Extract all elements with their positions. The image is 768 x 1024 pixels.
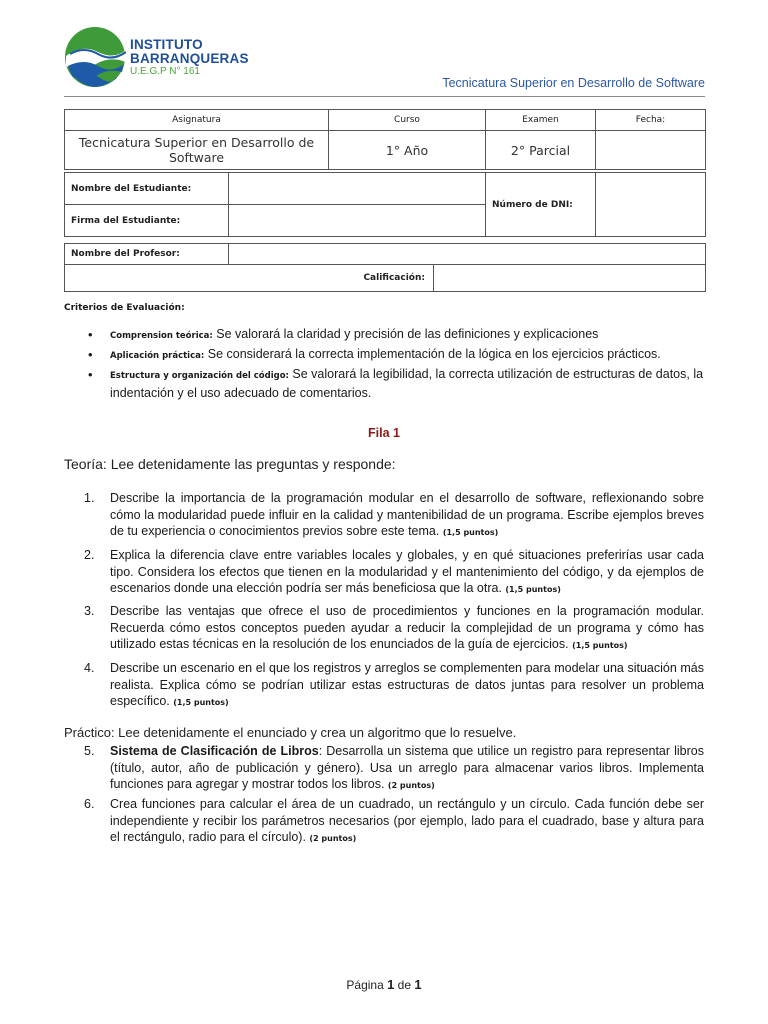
criteria-title: Criterios de Evaluación:	[64, 303, 185, 313]
question-points: (1,5 puntos)	[572, 641, 628, 650]
grade-field[interactable]	[434, 265, 706, 292]
student-signature-field[interactable]	[229, 205, 486, 237]
footer-total: 1	[414, 977, 422, 992]
bullet-icon: •	[88, 367, 93, 382]
header-divider	[64, 96, 705, 97]
bullet-icon: •	[88, 347, 93, 362]
criteria-label: Estructura y organización del código:	[110, 371, 289, 381]
dni-label: Número de DNI:	[486, 173, 596, 237]
question-item	[84, 490, 704, 542]
examen-value: 2° Parcial	[486, 131, 596, 170]
practical-points: (2 puntos)	[309, 834, 357, 843]
question-text: Describe un escenario en el que los registros y arreglos se complementen para modelar una situación más realista. Explica cómo se podrían utilizar estas estructuras de datos juntas para resolver un problema específico.	[110, 661, 704, 708]
logo-text	[130, 38, 249, 77]
footer-prefix: Página	[346, 978, 388, 992]
institute-logo-icon	[64, 26, 126, 88]
question-points: (1,5 puntos)	[442, 528, 499, 537]
question-points: (1,5 puntos)	[505, 585, 561, 594]
footer-sep: de	[394, 978, 415, 992]
criteria-item	[88, 326, 708, 345]
practical-number: 6.	[84, 797, 95, 811]
page-footer	[0, 977, 768, 992]
professor-name-field[interactable]	[229, 244, 706, 265]
practical-item	[84, 796, 704, 848]
student-signature-label: Firma del Estudiante:	[65, 205, 229, 237]
practical-points: (2 puntos)	[387, 781, 435, 790]
practico-intro: Práctico: Lee detenidamente el enunciado y crea un algoritmo que lo resuelve.	[64, 725, 517, 740]
professor-name-label: Nombre del Profesor:	[65, 244, 229, 265]
bullet-icon: •	[88, 327, 93, 342]
question-item	[84, 603, 704, 655]
criteria-label: Aplicación práctica:	[110, 351, 205, 361]
header-title: Tecnicatura Superior en Desarrollo de Software	[442, 76, 705, 90]
criteria-text: Se considerará la correcta implementación de la lógica en los ejercicios prácticos.	[204, 347, 661, 361]
professor-table	[64, 243, 706, 292]
question-number: 2.	[84, 548, 95, 562]
criteria-text: Se valorará la legibilidad, la correcta utilización de estructuras de datos, la indentación y el uso adecuado de comentarios.	[110, 367, 704, 400]
fecha-field[interactable]	[596, 131, 706, 170]
question-number: 4.	[84, 661, 95, 675]
dni-field[interactable]	[596, 173, 706, 237]
header-fecha: Fecha:	[596, 110, 706, 131]
question-number: 3.	[84, 604, 95, 618]
header-examen: Examen	[486, 110, 596, 131]
footer-page: 1	[387, 977, 395, 992]
curso-value: 1° Año	[329, 131, 486, 170]
criteria-list	[88, 326, 708, 403]
teoria-intro: Teoría: Lee detenidamente las preguntas y responde:	[64, 456, 396, 472]
question-text: Explica la diferencia clave entre variables locales y globales, y en qué situaciones preferirías usar cada tipo. Considera los efectos que tienen en la modularidad y el mantenimiento del código, y da ejemplos de escenarios donde una elección podría ser más beneficiosa que la otra.	[110, 548, 704, 595]
practical-text: : Desarrolla un sistema que utilice un registro para representar libros (título, autor, año de publicación y género). Usa un arreglo para almacenar varios libros. Implementa funciones para agregar y mostrar todos los libros.	[110, 744, 704, 791]
student-table	[64, 172, 706, 237]
header-asignatura: Asignatura	[65, 110, 329, 131]
question-text: Describe la importancia de la programación modular en el desarrollo de software, reflexionando sobre cómo la modularidad puede influir en la calidad y mantenibilidad de un programa. Escribe ejemplos breves de tu experiencia o conocimientos previos sobre este tema.	[110, 491, 704, 538]
exam-info-table	[64, 109, 706, 170]
question-number: 1.	[84, 491, 95, 505]
student-name-label: Nombre del Estudiante:	[65, 173, 229, 205]
logo-line-3: U.E.G.P N° 161	[130, 66, 200, 77]
fila-heading: Fila 1	[368, 426, 400, 440]
question-item	[84, 547, 704, 599]
grade-label: Calificación:	[65, 265, 434, 292]
student-name-field[interactable]	[229, 173, 486, 205]
question-points: (1,5 puntos)	[173, 698, 229, 707]
criteria-item	[88, 346, 708, 365]
criteria-label: Comprension teórica:	[110, 331, 213, 341]
question-item	[84, 660, 704, 712]
criteria-text: Se valorará la claridad y precisión de las definiciones y explicaciones	[212, 327, 599, 341]
header-curso: Curso	[329, 110, 486, 131]
criteria-item	[88, 366, 708, 402]
practical-text: Crea funciones para calcular el área de un cuadrado, un rectángulo y un círculo. Cada función debe ser independiente y recibir los parámetros necesarios (por ejemplo, lado para el cuadrado, base y altura para el rectángulo, radio para el círculo).	[110, 797, 704, 844]
logo-line-1: INSTITUTO	[130, 37, 203, 52]
logo-line-2: BARRANQUERAS	[130, 50, 249, 66]
question-text: Describe las ventajas que ofrece el uso de procedimientos y funciones en la programación modular. Recuerda cómo estos conceptos pueden ayudar a reducir la complejidad de un programa y cómo has utilizado estas técnicas en la resolución de los enunciados de la guía de ejercicios.	[110, 604, 704, 651]
asignatura-value: Tecnicatura Superior en Desarrollo de Software	[65, 131, 329, 170]
practical-item	[84, 743, 704, 795]
practical-number: 5.	[84, 744, 95, 758]
practical-title: Sistema de Clasificación de Libros	[110, 744, 319, 758]
